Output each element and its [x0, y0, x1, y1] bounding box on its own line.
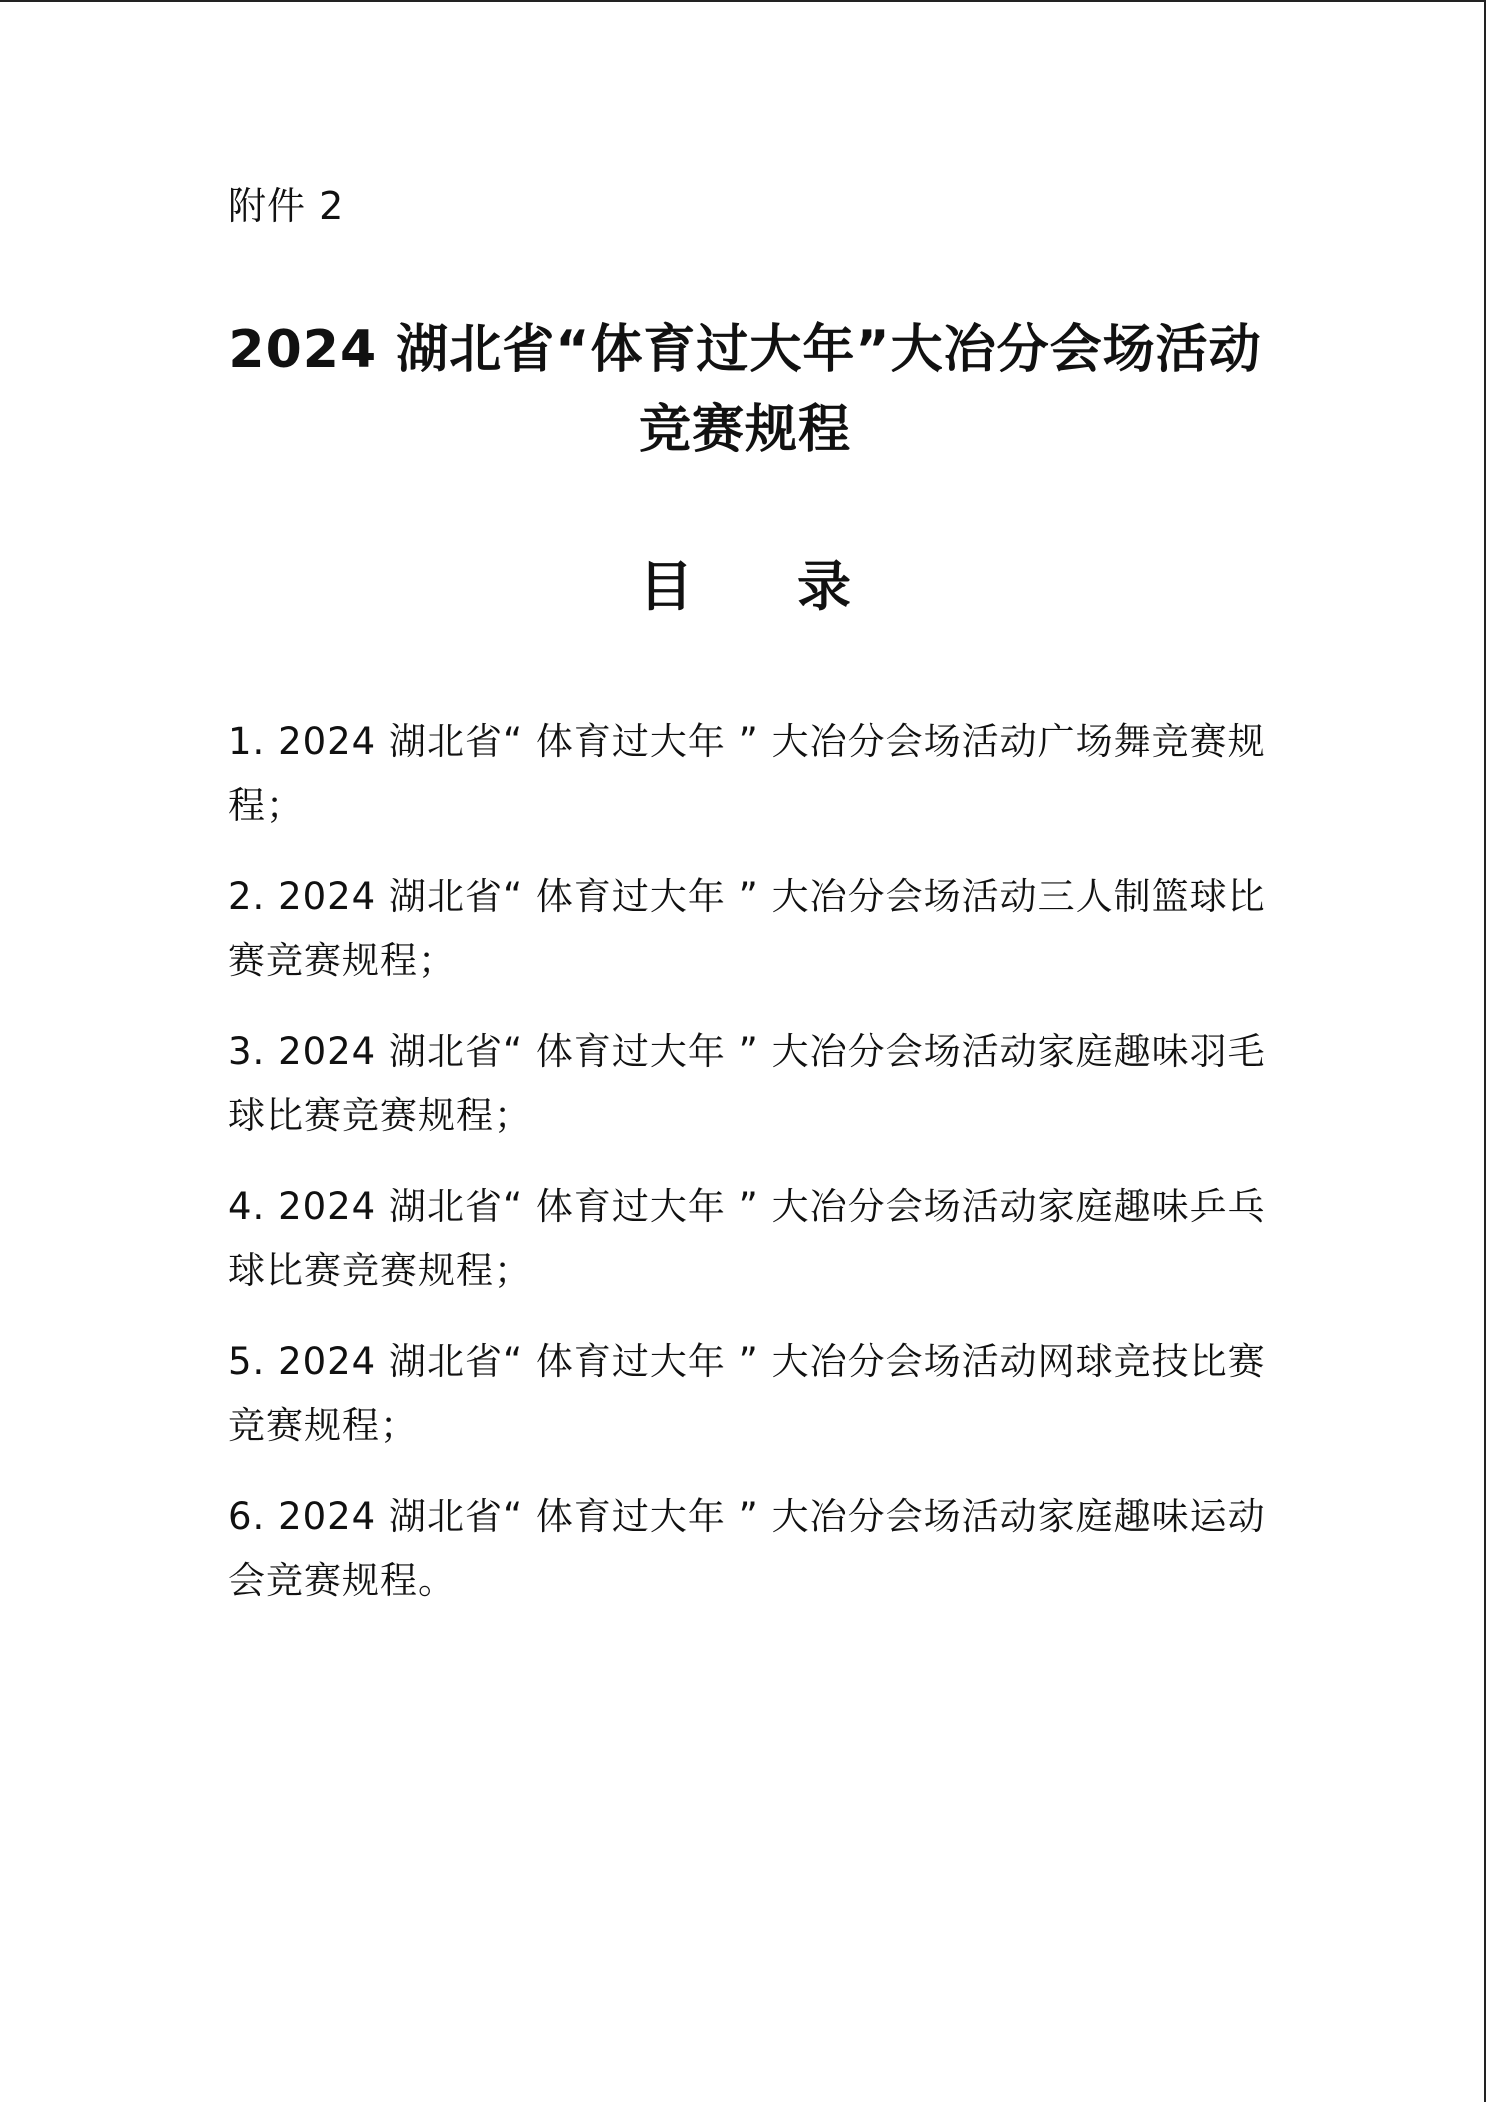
table-of-contents [228, 710, 1268, 1640]
toc-item-6: 6. 2024 湖北省“ 体育过大年 ” 大冶分会场活动家庭趣味运动会竞赛规程。 [228, 1495, 1266, 1602]
document-title-line-2: 竞赛规程 [638, 400, 851, 460]
toc-heading-char-2: 录 [797, 555, 851, 618]
document-title-line-1: 2024 湖北省“体育过大年”大冶分会场活动 [228, 320, 1262, 380]
toc-heading-char-1: 目 [639, 555, 693, 618]
toc-item-5: 5. 2024 湖北省“ 体育过大年 ” 大冶分会场活动网球竞技比赛竞赛规程； [228, 1340, 1266, 1447]
toc-item-3: 3. 2024 湖北省“ 体育过大年 ” 大冶分会场活动家庭趣味羽毛球比赛竞赛规程； [228, 1030, 1266, 1137]
toc-item-1: 1. 2024 湖北省“ 体育过大年 ” 大冶分会场活动广场舞竞赛规程； [228, 720, 1266, 827]
toc-heading [200, 550, 1290, 624]
attachment-label: 附件 2 [228, 184, 345, 228]
toc-item-4: 4. 2024 湖北省“ 体育过大年 ” 大冶分会场活动家庭趣味乒乓球比赛竞赛规程； [228, 1185, 1266, 1292]
toc-item-2: 2. 2024 湖北省“ 体育过大年 ” 大冶分会场活动三人制篮球比赛竞赛规程； [228, 875, 1266, 982]
